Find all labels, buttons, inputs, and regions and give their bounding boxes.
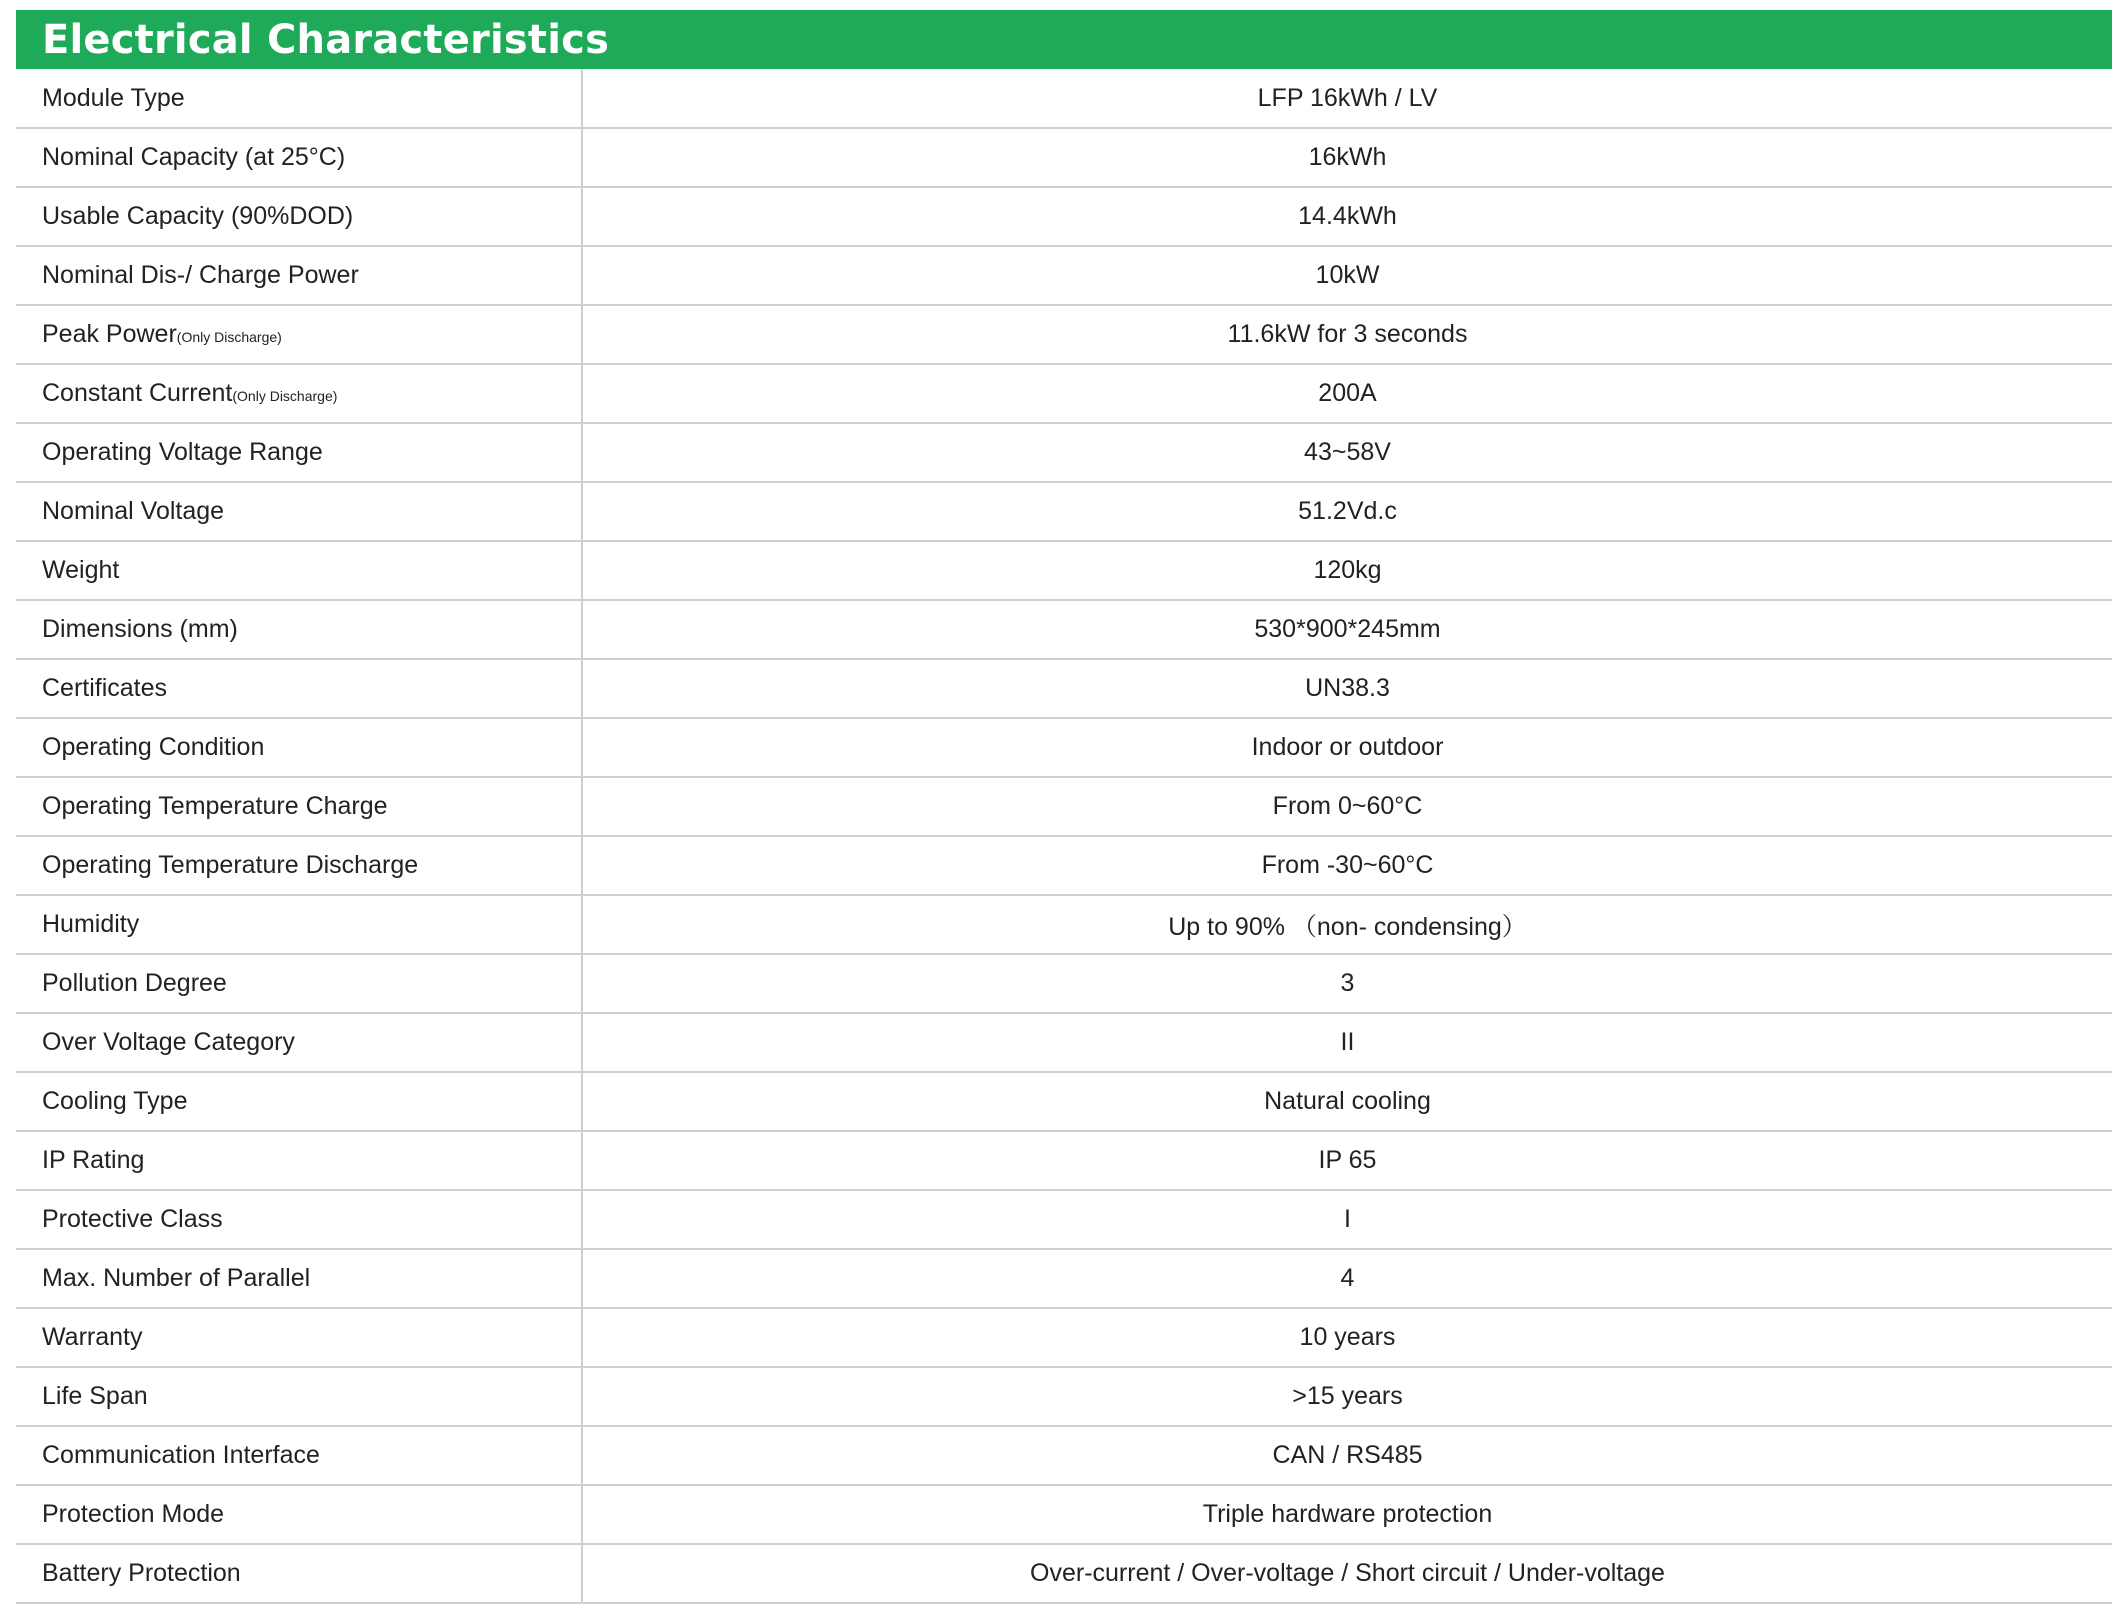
- table-row: [16, 1190, 2112, 1249]
- spec-value: LFP 16kWh / LV: [582, 69, 2112, 128]
- spec-value: From 0~60°C: [582, 777, 2112, 836]
- spec-label: Nominal Capacity (at 25°C): [42, 143, 346, 171]
- spec-label: Humidity: [42, 910, 140, 938]
- spec-label-cell: [16, 1013, 582, 1072]
- table-row: [16, 541, 2112, 600]
- spec-label: Communication Interface: [42, 1441, 320, 1469]
- spec-value: Over-current / Over-voltage / Short circuit / Under-voltage: [582, 1544, 2112, 1603]
- spec-label: Usable Capacity (90%DOD): [42, 202, 354, 230]
- spec-label: Protective Class: [42, 1205, 223, 1233]
- section-header: [16, 10, 2112, 69]
- spec-label: Pollution Degree: [42, 969, 227, 997]
- spec-label-cell: [16, 1249, 582, 1308]
- spec-label-cell: [16, 895, 582, 954]
- spec-value: From -30~60°C: [582, 836, 2112, 895]
- spec-label-cell: [16, 777, 582, 836]
- spec-value: II: [582, 1013, 2112, 1072]
- table-row: [16, 1544, 2112, 1603]
- spec-value: 120kg: [582, 541, 2112, 600]
- spec-value: Indoor or outdoor: [582, 718, 2112, 777]
- spec-label-cell: [16, 482, 582, 541]
- table-row: [16, 718, 2112, 777]
- spec-label-cell: [16, 541, 582, 600]
- spec-label: Operating Condition: [42, 733, 265, 761]
- table-row: [16, 305, 2112, 364]
- spec-label: Over Voltage Category: [42, 1028, 295, 1056]
- spec-value: Natural cooling: [582, 1072, 2112, 1131]
- spec-label: Operating Temperature Discharge: [42, 851, 419, 879]
- spec-table: [16, 69, 2112, 1604]
- spec-label-cell: [16, 718, 582, 777]
- spec-label: IP Rating: [42, 1146, 145, 1174]
- spec-label: Weight: [42, 556, 120, 584]
- spec-value: 530*900*245mm: [582, 600, 2112, 659]
- table-row: [16, 364, 2112, 423]
- table-row: [16, 777, 2112, 836]
- spec-label-cell: [16, 600, 582, 659]
- spec-label-cell: [16, 423, 582, 482]
- spec-label: Life Span: [42, 1382, 148, 1410]
- spec-label: Constant Current: [42, 379, 233, 407]
- table-row: [16, 1249, 2112, 1308]
- spec-label-cell: [16, 1190, 582, 1249]
- spec-label-cell: [16, 305, 582, 364]
- spec-label-cell: [16, 1072, 582, 1131]
- spec-value: 51.2Vd.c: [582, 482, 2112, 541]
- table-row: [16, 1485, 2112, 1544]
- spec-value: 16kWh: [582, 128, 2112, 187]
- spec-label: Max. Number of Parallel: [42, 1264, 311, 1292]
- spec-value: I: [582, 1190, 2112, 1249]
- spec-value: Up to 90% （non- condensing）: [582, 895, 2112, 954]
- spec-label: Nominal Voltage: [42, 497, 225, 525]
- spec-label-cell: [16, 1367, 582, 1426]
- table-row: [16, 246, 2112, 305]
- table-row: [16, 1308, 2112, 1367]
- spec-label-cell: [16, 187, 582, 246]
- table-row: [16, 1072, 2112, 1131]
- spec-value: Triple hardware protection: [582, 1485, 2112, 1544]
- table-row: [16, 954, 2112, 1013]
- spec-sheet: [16, 10, 2112, 1604]
- spec-label: Warranty: [42, 1323, 143, 1351]
- spec-label: Dimensions (mm): [42, 615, 238, 643]
- table-row: [16, 128, 2112, 187]
- table-row: [16, 423, 2112, 482]
- spec-label: Cooling Type: [42, 1087, 188, 1115]
- spec-label-note: (Only Discharge): [232, 388, 338, 404]
- table-row: [16, 69, 2112, 128]
- spec-label-cell: [16, 1544, 582, 1603]
- table-row: [16, 895, 2112, 954]
- spec-value: 4: [582, 1249, 2112, 1308]
- spec-label-cell: [16, 1485, 582, 1544]
- spec-label: Peak Power: [42, 320, 177, 348]
- spec-label-cell: [16, 836, 582, 895]
- spec-label: Operating Temperature Charge: [42, 792, 388, 820]
- spec-value: 14.4kWh: [582, 187, 2112, 246]
- spec-value: 10kW: [582, 246, 2112, 305]
- table-row: [16, 1367, 2112, 1426]
- table-row: [16, 1426, 2112, 1485]
- spec-label-cell: [16, 659, 582, 718]
- spec-label: Nominal Dis-/ Charge Power: [42, 261, 359, 289]
- section-title: Electrical Characteristics: [42, 16, 610, 63]
- spec-label-cell: [16, 246, 582, 305]
- spec-label-note: (Only Discharge): [176, 329, 282, 345]
- spec-label-cell: [16, 1308, 582, 1367]
- spec-label-cell: [16, 1426, 582, 1485]
- spec-label-cell: [16, 1131, 582, 1190]
- spec-label: Protection Mode: [42, 1500, 225, 1528]
- table-row: [16, 659, 2112, 718]
- spec-label-cell: [16, 954, 582, 1013]
- spec-label: Operating Voltage Range: [42, 438, 323, 466]
- spec-value: 43~58V: [582, 423, 2112, 482]
- spec-value: CAN / RS485: [582, 1426, 2112, 1485]
- spec-label-cell: [16, 364, 582, 423]
- spec-label: Module Type: [42, 83, 185, 112]
- table-row: [16, 1131, 2112, 1190]
- spec-label: Certificates: [42, 674, 168, 702]
- spec-label-cell: [16, 128, 582, 187]
- table-row: [16, 187, 2112, 246]
- spec-value: 200A: [582, 364, 2112, 423]
- table-row: [16, 600, 2112, 659]
- spec-value: 10 years: [582, 1308, 2112, 1367]
- spec-value: 3: [582, 954, 2112, 1013]
- spec-label-cell: [16, 69, 582, 128]
- spec-value: >15 years: [582, 1367, 2112, 1426]
- spec-value: IP 65: [582, 1131, 2112, 1190]
- table-row: [16, 1013, 2112, 1072]
- table-row: [16, 482, 2112, 541]
- spec-label: Battery Protection: [42, 1559, 241, 1587]
- spec-table-body: [16, 69, 2112, 1603]
- spec-value: UN38.3: [582, 659, 2112, 718]
- spec-value: 11.6kW for 3 seconds: [582, 305, 2112, 364]
- table-row: [16, 836, 2112, 895]
